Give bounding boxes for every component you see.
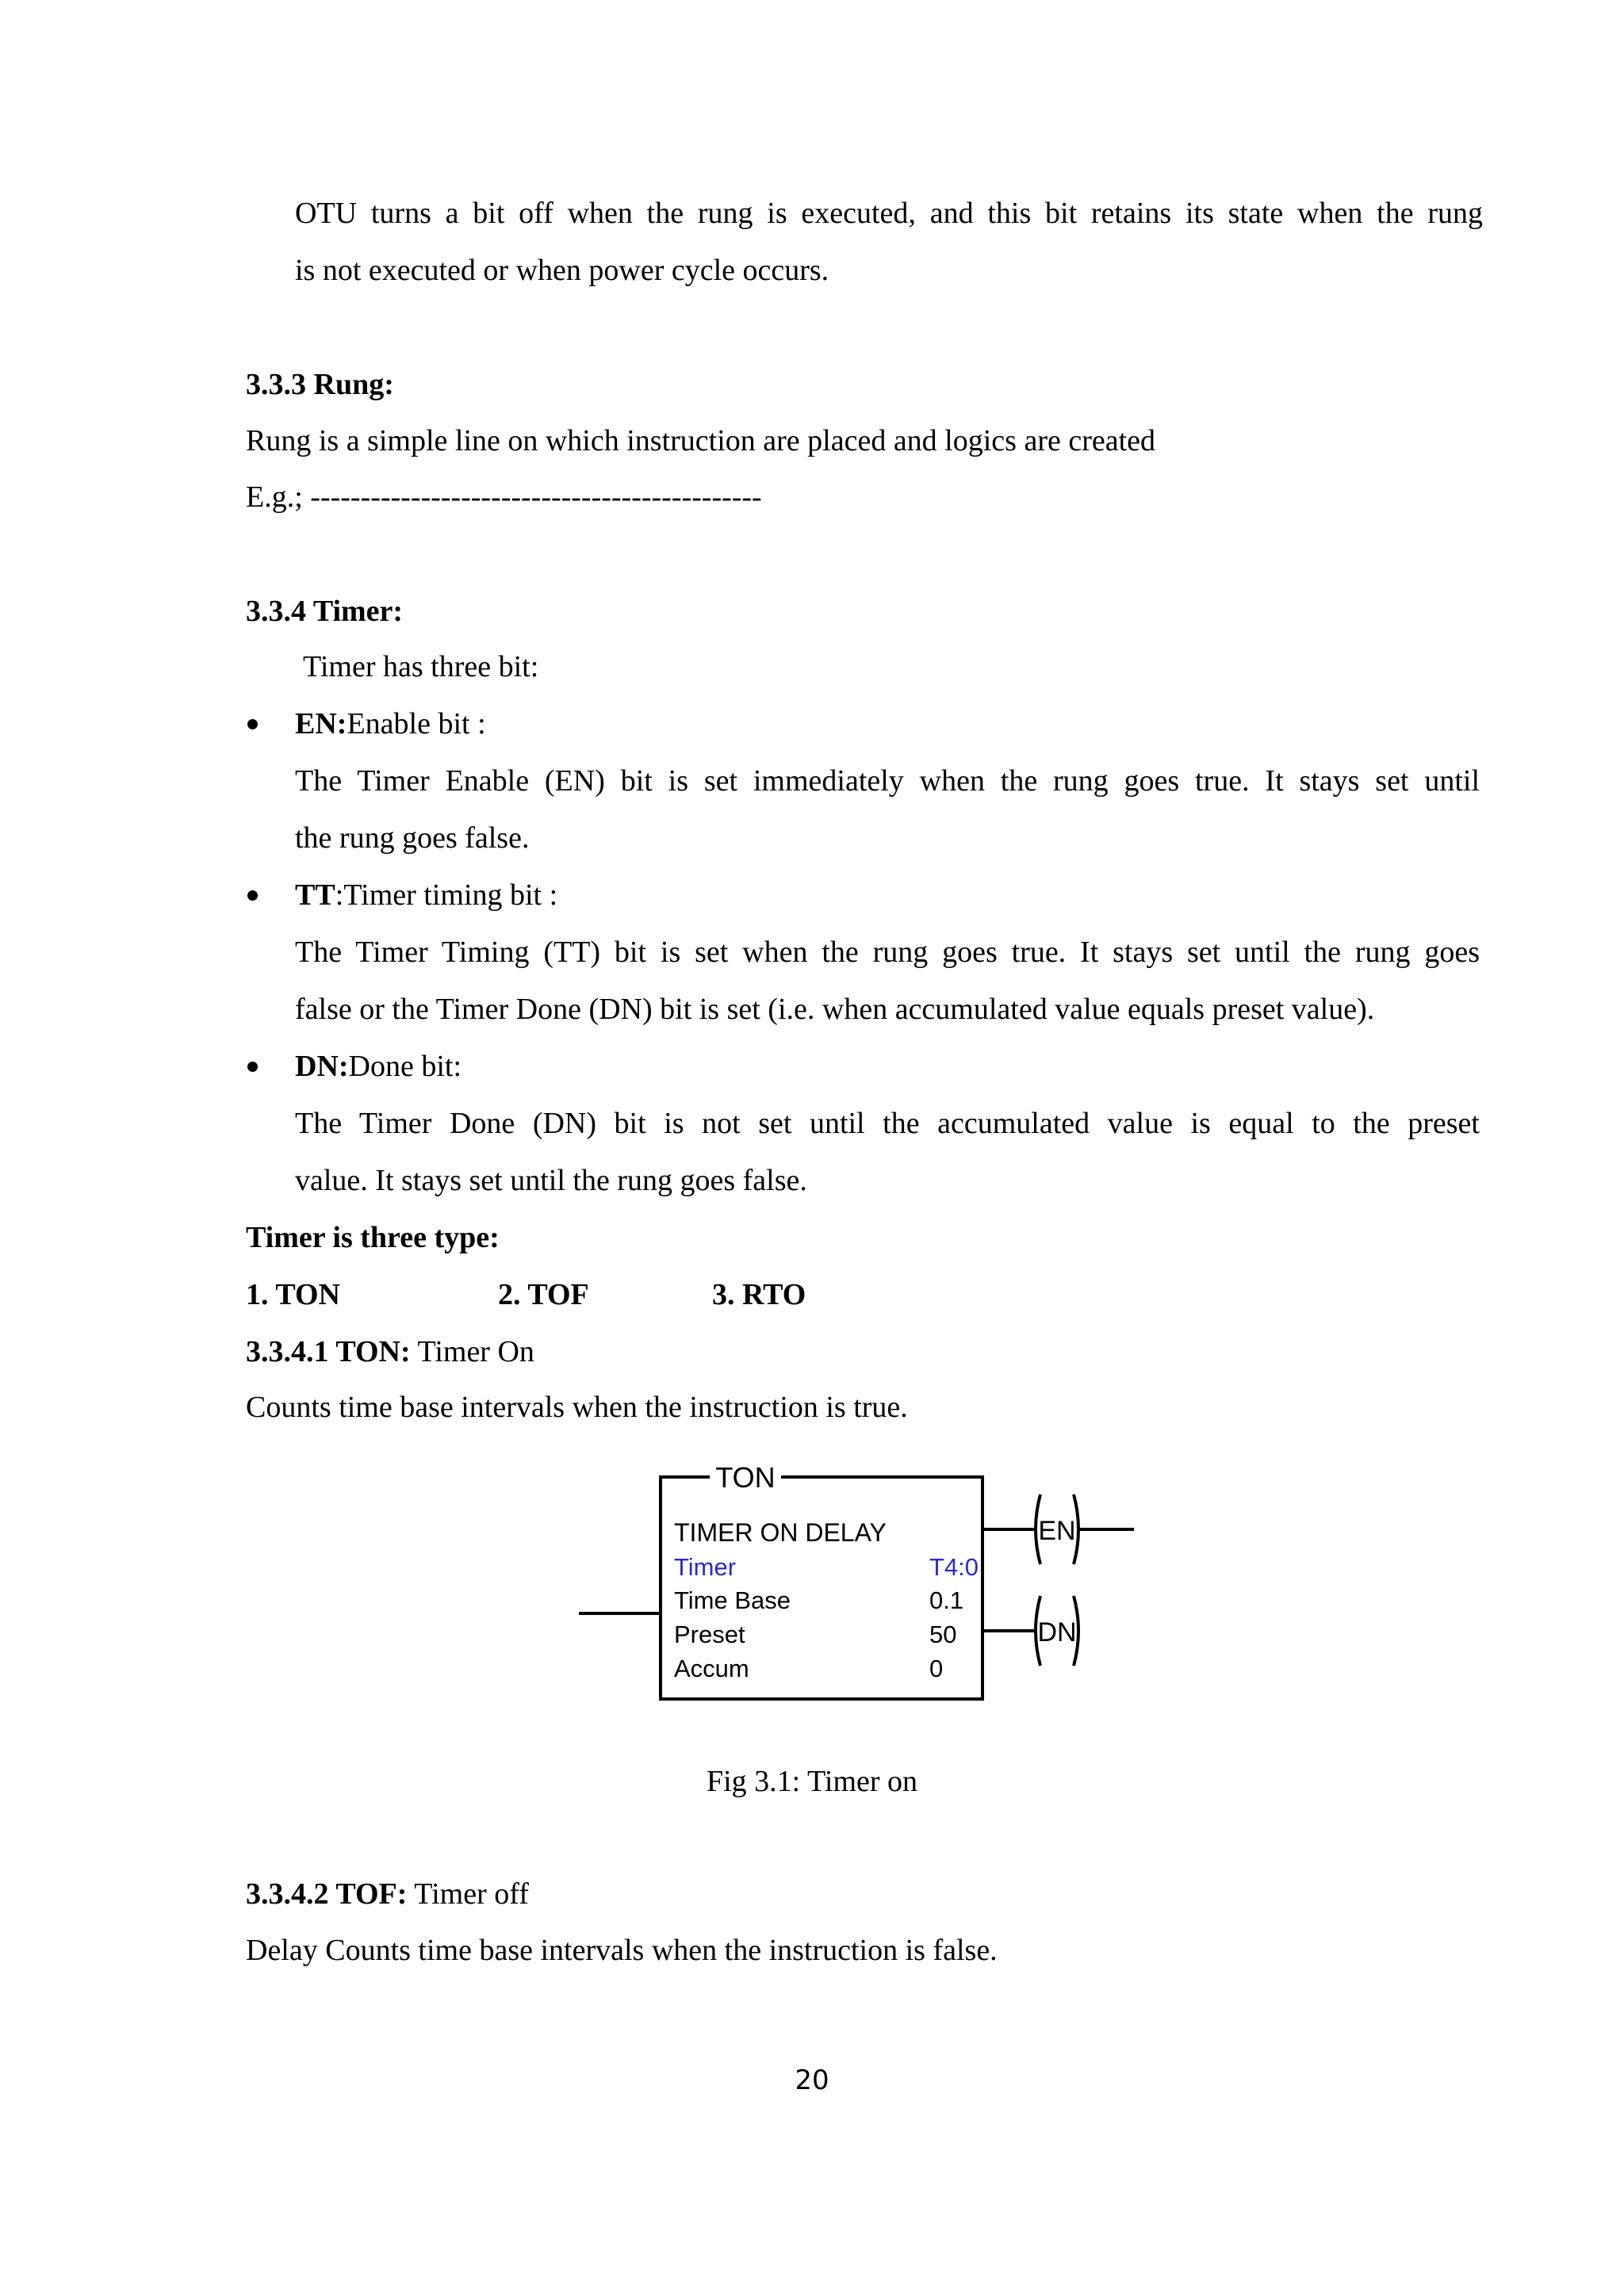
tof-heading: 3.3.4.2 TOF: <box>246 1877 408 1911</box>
otu-line-2: is not executed or when power cycle occurs. <box>295 254 829 287</box>
page-number: 20 <box>795 2064 829 2096</box>
rung-example: E.g.; --------------------------------------------- <box>246 480 762 514</box>
timer-type-rto: 3. RTO <box>712 1278 806 1311</box>
bullet-dn <box>247 1062 258 1072</box>
tt-title-line <box>295 877 557 913</box>
ton-block-name: TIMER ON DELAY <box>674 1518 887 1547</box>
en-label: EN: <box>295 707 347 740</box>
ton-heading-rest: Timer On <box>410 1335 534 1368</box>
tof-text: Delay Counts time base intervals when the instruction is false. <box>246 1934 998 1967</box>
ton-row-timebase-value: 0.1 <box>929 1586 964 1614</box>
tt-line-2: false or the Timer Done (DN) bit is set (i.e. when accumulated value equals preset value). <box>295 993 1375 1026</box>
ton-row-accum-value: 0 <box>929 1655 944 1682</box>
tt-label: TT <box>295 878 335 912</box>
rung-heading: 3.3.3 Rung: <box>246 368 394 401</box>
ton-heading-line <box>246 1334 534 1370</box>
rung-text: Rung is a simple line on which instruction are placed and logics are created <box>246 424 1156 457</box>
ton-row-accum-label: Accum <box>674 1655 749 1682</box>
ton-row-timer-label: Timer <box>674 1553 737 1581</box>
figure-caption: Fig 3.1: Timer on <box>706 1765 918 1798</box>
timer-intro: Timer has three bit: <box>303 650 539 683</box>
en-line-1: The Timer Enable (EN) bit is set immediately when the rung goes true. It stays set until <box>295 764 1480 798</box>
ton-block-title: TON <box>715 1461 776 1494</box>
ton-row-preset-label: Preset <box>674 1621 745 1648</box>
en-line-2: the rung goes false. <box>295 821 530 855</box>
tt-title: :Timer timing bit : <box>335 878 558 912</box>
ton-row-timer-value: T4:0 <box>929 1553 979 1581</box>
en-title-line <box>295 706 486 742</box>
ton-row-preset-value: 50 <box>929 1621 957 1648</box>
dn-label: DN: <box>295 1050 349 1083</box>
en-title: Enable bit : <box>347 707 486 740</box>
timer-heading: 3.3.4 Timer: <box>246 595 404 628</box>
timer-type-tof: 2. TOF <box>498 1278 589 1311</box>
ton-heading: 3.3.4.1 TON: <box>246 1335 411 1368</box>
otu-line-1: OTU turns a bit off when the rung is executed, and this bit retains its state when the rung <box>295 197 1483 230</box>
dn-coil-label: DN <box>1037 1617 1077 1647</box>
timer-types-heading: Timer is three type: <box>246 1221 500 1254</box>
dn-title-line <box>295 1048 462 1085</box>
timer-type-ton: 1. TON <box>246 1278 340 1311</box>
dn-line-2: value. It stays set until the rung goes false. <box>295 1164 807 1197</box>
tof-heading-line <box>246 1876 529 1912</box>
tt-line-1: The Timer Timing (TT) bit is set when the rung goes true. It stays set until the rung goes <box>295 936 1480 969</box>
en-coil-label: EN <box>1038 1516 1076 1546</box>
dn-title: Done bit: <box>348 1050 462 1083</box>
ton-row-timebase-label: Time Base <box>674 1586 791 1614</box>
tof-heading-rest: Timer off <box>407 1877 529 1911</box>
ton-ladder-diagram <box>571 1455 1142 1716</box>
bullet-en <box>247 719 258 729</box>
bullet-tt <box>247 890 258 901</box>
dn-line-1: The Timer Done (DN) bit is not set until the accumulated value is equal to the preset <box>295 1107 1480 1140</box>
ton-text: Counts time base intervals when the instruction is true. <box>246 1391 908 1424</box>
